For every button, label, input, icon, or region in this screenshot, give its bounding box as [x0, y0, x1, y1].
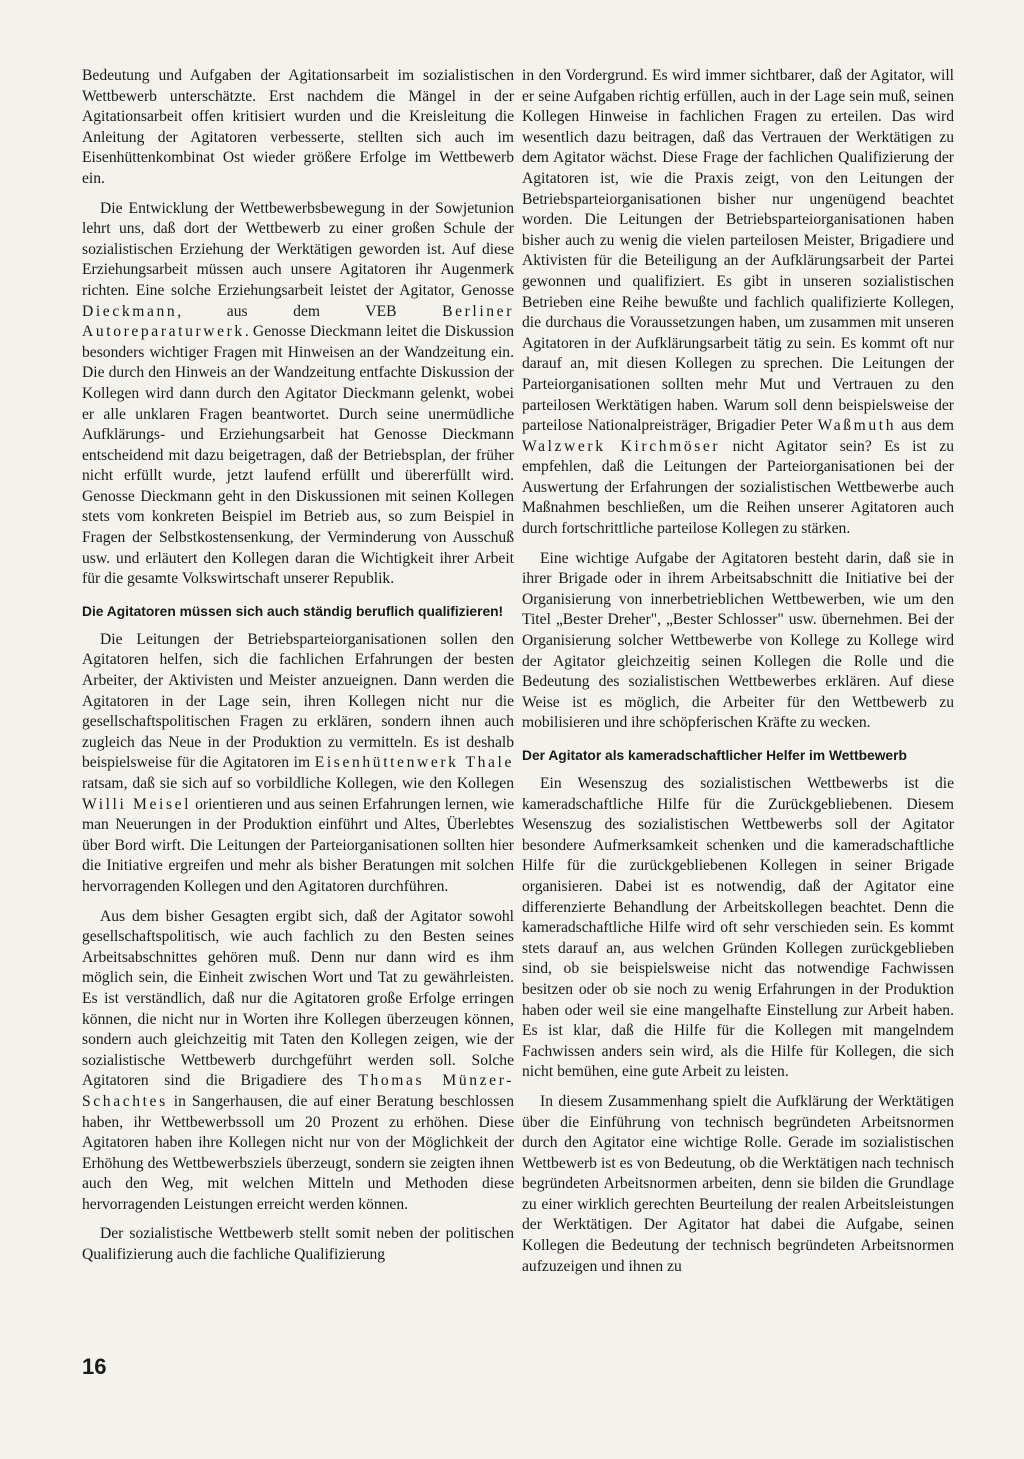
paragraph — [82, 199, 514, 590]
paragraph: In diesem Zusammenhang spielt die Aufklärung der Werktätigen über die Einführung von technisch begründeten Arbeitsnormen durch den Agitator eine wichtige Rolle. Gerade im sozialistischen Wettbewerb ist es von Bedeutung, ob die Werktätigen nach technisch begründeten Arbeitsnormen arbeiten, denn sie bilden die Grundlage zu einer wirklich gerechten Beurteilung der realen Arbeitsleistungen der Werktätigen. Der Agitator hat dabei die Aufgabe, seinen Kollegen die Bedeutung der technisch begründeten Arbeitsnormen aufzuzeigen und ihnen zu — [522, 1092, 954, 1275]
paragraph — [522, 66, 954, 540]
text-run: in Sangerhausen, die auf einer Beratung beschlossen haben, ihr Wettbewerbssoll um 20 Prozent zu erhöhen. Diese Agitatoren haben ihre Kollegen nicht nur von der Möglichkeit der Erhöhung des Wettbewerbsziels überzeugt, sondern sie zeigten ihnen auch den Weg, mit welchen Mitteln und Methoden diese hervorragenden Leistungen erreicht werden können. — [82, 1092, 514, 1213]
spaced-name: Walzwerk Kirchmöser — [522, 437, 721, 455]
left-column — [82, 66, 514, 1275]
text-run: orientieren und aus seinen Erfahrungen lernen, wie man Neuerungen in der Produktion einführt und Altes, Überlebtes über Bord wirft. Die Leitungen der Parteiorganisationen sollten hier die Initiative ergreifen und mehr als bisher Beratungen mit solchen hervorragenden Kollegen und den Agitatoren durchführen. — [82, 795, 514, 895]
text-run: Aus dem bisher Gesagten ergibt sich, daß der Agitator sowohl gesellschaftspolitisch, wie auch fachlich zu den Besten seines Arbeitsabschnittes gehören muß. Denn nur dann wird es ihm möglich sein, die Einheit zwischen Wort und Tat zu gewährleisten. Es ist verständlich, daß nur die Agitatoren große Erfolge erringen können, die nicht nur in Worten ihre Kollegen überzeugen können, sondern auch gleichzeitig mit Taten den Kollegen zeigen, wie der sozialistische Wettbewerb durchgeführt werden soll. Solche Agitatoren sind die Brigadiere des — [82, 907, 514, 1090]
spaced-name: Thomas Münzer-Schachtes — [82, 1072, 514, 1110]
text-run: . Genosse Dieckmann leitet die Diskussion besonders wichtiger Fragen mit Hinweisen an der Wandzeitung ein. Die durch den Hinweis an der Wandzeitung entfachte Diskussion der Kollegen wird dann durch den Agitator Dieckmann gelenkt, wobei er alle unklaren Fragen beantwortet. Durch seine unermüdliche Aufklärungs- und Erziehungsarbeit hat Genosse Dieckmann entscheidend mit dazu beigetragen, daß der Betriebsplan, der früher nicht erfüllt wurde, jetzt laufend erfüllt und übererfüllt wird. Genosse Dieckmann geht in den Diskussionen mit seinen Kollegen stets vom konkreten Beispiel im Betrieb aus, so zum Beispiel in Fragen der Selbstkostensenkung, der Verminderung von Ausschuß usw. und erläutert den Kollegen daran die Wichtigkeit ihrer Arbeit für die gesamte Volkswirtschaft unserer Republik. — [82, 323, 514, 588]
paragraph: Eine wichtige Aufgabe der Agitatoren besteht darin, daß sie in ihrer Brigade oder in ihrem Arbeitsabschnitt die Initiative bei der Organisierung von innerbetrieblichen Wettbewerben, wie um den Titel „Bester Dreher", „Bester Schlosser" usw. übernehmen. Bei der Organisierung solcher Wettbewerbe von Kollege zu Kollege wird der Agitator gleichzeitig seinen Kollegen die Rolle und die Bedeutung des sozialistischen Wettbewerbes erklären. Auf diese Weise ist es möglich, die Arbeiter für den Wettbewerb zu mobilisieren und ihre schöpferischen Kräfte zu wecken. — [522, 549, 954, 732]
text-run: aus dem — [896, 417, 954, 435]
page-number: 16 — [82, 1354, 107, 1379]
text-run: Die Entwicklung der Wettbewerbsbewegung in der Sowjetunion lehrt uns, daß dort der Wettbewerb zu einer großen Schule der sozialistischen Erziehung der Werktätigen geworden ist. Auf diese Erziehungsarbeit müssen auch unsere Agitatoren ihr Augenmerk richten. Eine solche Erziehungsarbeit leistet der Agitator, Genosse — [82, 199, 514, 299]
spaced-name: Berliner Autoreparaturwerk — [82, 302, 514, 341]
right-column — [522, 66, 954, 1286]
paragraph: Der sozialistische Wettbewerb stellt somit neben der politischen Qualifizierung auch die fachliche Qualifizierung — [82, 1225, 514, 1264]
text-run: in den Vordergrund. Es wird immer sichtbarer, daß der Agitator, will er seine Aufgaben richtig erfüllen, auch in der Lage sein muß, seinen Kollegen Hinweise in fachlichen Fragen zu erteilen. Das wird wesentlich dazu beitragen, daß das Vertrauen der Werktätigen zu dem Agitator wächst. Diese Frage der fachlichen Qualifizierung der Agitatoren ist, wie die Praxis zeigt, von den Leitungen der Betriebsparteiorganisationen bisher nur ungenügend beachtet worden. Die Leitungen der Betriebsparteiorganisationen haben bisher auch zu wenig die vielen parteilosen Meister, Brigadiere und Aktivisten für die Beteiligung an der Aufklärungsarbeit der Partei gewonnen und qualifiziert. Es gibt in unseren sozialistischen Betrieben eine Reihe bewußte und fachlich qualifizierte Kollegen, die durchaus die Voraussetzungen haben, um zusammen mit unseren Agitatoren in der Aufklärungsarbeit tätig zu sein. Es kommt oft nur darauf an, mit diesen Kollegen zu sprechen. Die Leitungen der Parteiorganisationen sollten mehr Mut und Vertrauen zu den parteilosen Werktätigen haben. Warum soll denn beispielsweise der parteilose Nationalpreisträger, Brigadier Peter — [522, 67, 954, 435]
text-run: Die Leitungen der Betriebsparteiorganisationen sollen den Agitatoren helfen, sich die fachlichen Erfahrungen der besten Arbeiter, der Aktivisten und Meister anzueignen. Dann werden die Agitatoren in der Lage sein, ihren Kollegen nicht nur die gesellschaftspolitischen Fragen zu erklären, sondern ihnen auch zugleich das Neue in der Produktion zu vermitteln. Es ist deshalb beispielsweise für die Agitatoren im — [82, 630, 514, 772]
text-run: ratsam, daß sie sich auf so vorbildliche Kollegen, wie den Kollegen — [82, 775, 514, 792]
spaced-name: Dieckmann — [82, 302, 178, 320]
text-run: , aus dem VEB — [177, 302, 443, 320]
paragraph: Ein Wesenszug des sozialistischen Wettbewerbs ist die kameradschaftliche Hilfe für die Zurückgebliebenen. Diesem Wesenszug des sozialistischen Wettbewerbs soll der Agitator besondere Aufmerksamkeit schenken und die kameradschaftliche Hilfe für die zurückgebliebenen Kollegen in seiner Brigade organisieren. Dabei ist es notwendig, daß der Agitator eine differenzierte Behandlung der Arbeitskollegen beachtet. Denn die kameradschaftliche Hilfe wird oft sehr verschieden sein. Es kommt stets darauf an, aus welchen Gründen Kollegen zurückgeblieben sind, ob sie beispielsweise nicht das notwendige Fachwissen besitzen oder ob sie noch zu wenig Erfahrungen in der Produktion haben oder weil sie eine mangelhafte Einstellung zur Arbeit haben. Es ist klar, daß die Hilfe für die Kollegen mit mangelndem Fachwissen anders sein wird, als die Hilfe für Kollegen, die sich nicht bemühen, eine gute Arbeit zu leisten. — [522, 775, 954, 1081]
paragraph — [82, 907, 514, 1216]
section-heading: Die Agitatoren müssen sich auch ständig beruflich qualifizieren! — [82, 603, 504, 619]
text-run: nicht Agitator sein? Es ist zu empfehlen, daß die Leitungen der Parteiorganisationen bei der Auswertung der Erfahrungen der sozialistischen Wettbewerbe auch Maßnahmen beschließen, um die Reihen unserer Agitatoren auch durch fortschrittliche parteilose Kollegen zu stärken. — [522, 437, 954, 538]
spaced-name: Willi Meisel — [82, 795, 192, 813]
paragraph — [82, 630, 514, 898]
section-heading: Der Agitator als kameradschaftlicher Helfer im Wettbewerb — [522, 748, 907, 763]
spaced-name: Waßmuth — [817, 417, 897, 435]
spaced-name: Eisenhüttenwerk Thale — [314, 754, 514, 772]
paragraph: Bedeutung und Aufgaben der Agitationsarbeit im sozialistischen Wettbewerb unterschätzte. Erst nachdem die Mängel in der Agitationsarbeit offen kritisiert wurden und die Kreisleitung die Anleitung der Agitatoren verbesserte, stellten sich auch im Eisenhüttenkombinat Ost wieder größere Erfolge im Wettbewerb ein. — [82, 67, 514, 187]
